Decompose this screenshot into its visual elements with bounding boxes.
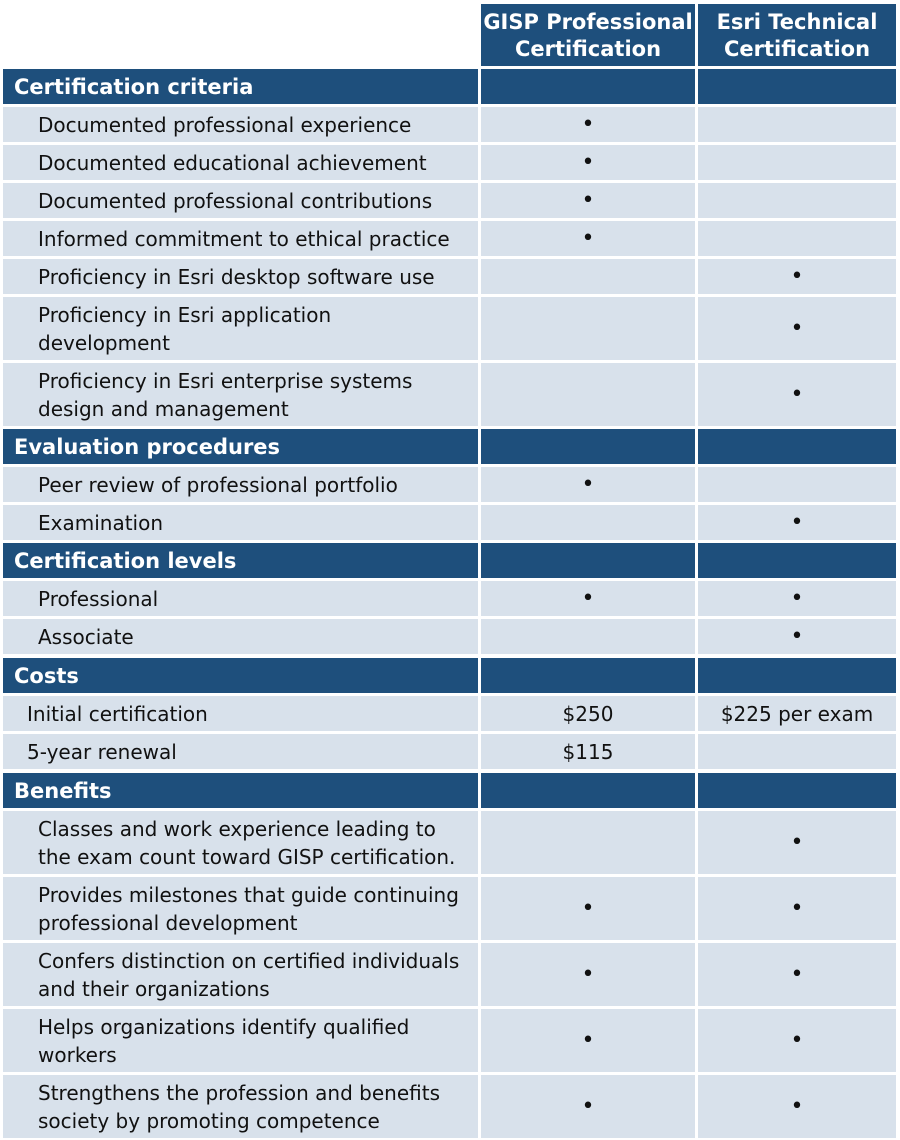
bullet-icon: • xyxy=(581,1093,595,1119)
bullet-icon: • xyxy=(581,961,595,987)
bullet-icon: • xyxy=(790,1027,804,1053)
esri-cell xyxy=(698,467,896,502)
row-label: Proficiency in Esri application development xyxy=(3,297,478,360)
row-label: 5-year renewal xyxy=(3,734,478,769)
bullet-icon: • xyxy=(581,111,595,137)
gisp-cell xyxy=(481,297,695,360)
gisp-cost-value: $115 xyxy=(481,734,695,769)
esri-cell xyxy=(698,259,896,294)
section-header-costs: Costs xyxy=(3,658,478,693)
section-header-benefits: Benefits xyxy=(3,773,478,808)
gisp-cell xyxy=(481,107,695,142)
bullet-icon: • xyxy=(581,895,595,921)
row-label: Documented educational achievement xyxy=(3,145,478,180)
esri-cell xyxy=(698,145,896,180)
esri-cell xyxy=(698,811,896,874)
esri-cell xyxy=(698,943,896,1006)
bullet-icon: • xyxy=(790,1093,804,1119)
esri-cell xyxy=(698,221,896,256)
section-header-certification-levels: Certification levels xyxy=(3,543,478,578)
bullet-icon: • xyxy=(790,263,804,289)
gisp-cell xyxy=(481,943,695,1006)
bullet-icon: • xyxy=(790,315,804,341)
section-header-fill xyxy=(698,773,896,808)
section-header-fill xyxy=(481,658,695,693)
esri-cell xyxy=(698,297,896,360)
esri-cell xyxy=(698,1075,896,1138)
row-label: Examination xyxy=(3,505,478,540)
row-label: Professional xyxy=(3,581,478,616)
bullet-icon: • xyxy=(790,509,804,535)
bullet-icon: • xyxy=(581,149,595,175)
gisp-cell xyxy=(481,505,695,540)
gisp-cell xyxy=(481,1009,695,1072)
esri-cell xyxy=(698,619,896,654)
row-label: Informed commitment to ethical practice xyxy=(3,221,478,256)
bullet-icon: • xyxy=(581,585,595,611)
column-header-gisp: GISP Professional Certification xyxy=(481,4,695,66)
gisp-cell xyxy=(481,1075,695,1138)
row-label: Documented professional experience xyxy=(3,107,478,142)
gisp-cell xyxy=(481,811,695,874)
row-label: Documented professional contributions xyxy=(3,183,478,218)
row-label: Proficiency in Esri enterprise systems design and management xyxy=(3,363,478,426)
bullet-icon: • xyxy=(790,829,804,855)
gisp-cost-value: $250 xyxy=(481,696,695,731)
gisp-cell xyxy=(481,183,695,218)
gisp-cell xyxy=(481,581,695,616)
gisp-cell xyxy=(481,619,695,654)
bullet-icon: • xyxy=(790,623,804,649)
row-label: Confers distinction on certified individuals and their organizations xyxy=(3,943,478,1006)
section-header-fill xyxy=(481,429,695,464)
esri-cell xyxy=(698,1009,896,1072)
bullet-icon: • xyxy=(790,381,804,407)
bullet-icon: • xyxy=(790,961,804,987)
gisp-cell xyxy=(481,877,695,940)
row-label: Associate xyxy=(3,619,478,654)
gisp-cell xyxy=(481,145,695,180)
esri-cell xyxy=(698,877,896,940)
esri-cell xyxy=(698,505,896,540)
esri-cell xyxy=(698,183,896,218)
bullet-icon: • xyxy=(581,471,595,497)
gisp-cell xyxy=(481,259,695,294)
row-label: Initial certification xyxy=(3,696,478,731)
esri-cost-value: $225 per exam xyxy=(698,696,896,731)
row-label: Proficiency in Esri desktop software use xyxy=(3,259,478,294)
bullet-icon: • xyxy=(581,1027,595,1053)
gisp-cell xyxy=(481,363,695,426)
bullet-icon: • xyxy=(581,187,595,213)
bullet-icon: • xyxy=(790,585,804,611)
bullet-icon: • xyxy=(581,225,595,251)
row-label: Strengthens the profession and benefits society by promoting competence xyxy=(3,1075,478,1138)
bullet-icon: • xyxy=(790,895,804,921)
section-header-fill xyxy=(481,69,695,104)
gisp-cell xyxy=(481,221,695,256)
row-label: Classes and work experience leading to the exam count toward GISP certification. xyxy=(3,811,478,874)
row-label: Helps organizations identify qualified workers xyxy=(3,1009,478,1072)
section-header-fill xyxy=(698,543,896,578)
section-header-fill xyxy=(481,543,695,578)
section-header-fill xyxy=(481,773,695,808)
section-header-evaluation-procedures: Evaluation procedures xyxy=(3,429,478,464)
esri-cost-value xyxy=(698,734,896,769)
section-header-fill xyxy=(698,429,896,464)
column-header-esri: Esri Technical Certification xyxy=(698,4,896,66)
gisp-cell xyxy=(481,467,695,502)
section-header-certification-criteria: Certification criteria xyxy=(3,69,478,104)
esri-cell xyxy=(698,581,896,616)
section-header-fill xyxy=(698,658,896,693)
row-label: Peer review of professional portfolio xyxy=(3,467,478,502)
section-header-fill xyxy=(698,69,896,104)
esri-cell xyxy=(698,363,896,426)
row-label: Provides milestones that guide continuing professional development xyxy=(3,877,478,940)
esri-cell xyxy=(698,107,896,142)
